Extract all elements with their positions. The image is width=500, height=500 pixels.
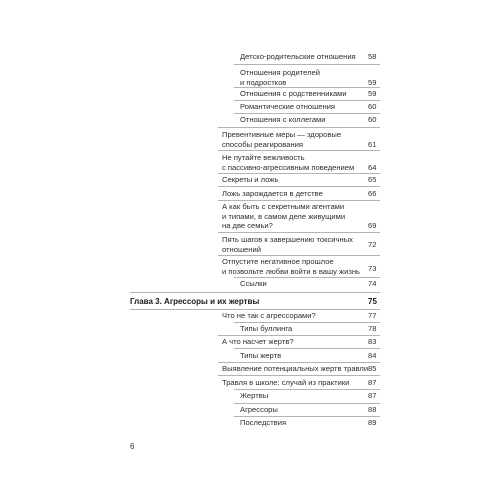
toc-entry-title: Романтические отношения	[240, 102, 335, 111]
toc-entry-title: Жертвы	[240, 391, 269, 400]
toc-entry-title: А что насчет жертв?	[222, 337, 294, 346]
toc-divider	[218, 186, 380, 187]
toc-entry	[222, 337, 380, 347]
toc-entry-page: 73	[368, 264, 377, 273]
toc-entry-page: 87	[368, 391, 377, 400]
toc-divider	[218, 173, 380, 174]
toc-entry	[240, 102, 380, 112]
toc-entry-page: 87	[368, 378, 377, 387]
toc-entry	[240, 351, 380, 361]
toc-entry	[222, 364, 380, 374]
toc-divider	[218, 375, 380, 376]
toc-entry	[222, 235, 380, 254]
toc-entry-page: 69	[368, 221, 377, 231]
toc-entry-title: Типы буллинга	[240, 324, 293, 333]
toc-divider	[234, 87, 380, 88]
toc-entry	[222, 257, 380, 276]
toc-entry-page: 59	[368, 89, 377, 98]
chapter-page: 75	[368, 297, 377, 306]
toc-entry-page: 60	[368, 115, 377, 124]
toc-entry	[222, 311, 380, 321]
toc-entry-title: Типы жертв	[240, 351, 282, 360]
toc-divider	[234, 113, 380, 114]
toc-entry-page: 78	[368, 324, 377, 333]
toc-divider	[234, 389, 380, 390]
toc-divider	[218, 255, 380, 256]
chapter-title: Глава 3. Агрессоры и их жертвы	[130, 297, 260, 306]
toc-entry	[222, 153, 380, 172]
toc-entry-title: Пять шагов к завершению токсичных отношений	[222, 235, 353, 254]
toc-divider	[218, 362, 380, 363]
toc-entry	[240, 391, 380, 401]
toc-divider	[218, 127, 380, 128]
toc-entry-page: 66	[368, 189, 377, 198]
toc-entry-page: 72	[368, 240, 377, 249]
toc-entry-page: 88	[368, 405, 377, 414]
toc-divider	[234, 322, 380, 323]
toc-entry	[240, 324, 380, 334]
toc-entry-title: Ложь зарождается в детстве	[222, 189, 323, 198]
toc-entry	[240, 52, 380, 62]
toc-entry-page: 74	[368, 279, 377, 288]
toc-entry-title: Превентивные меры — здоровые способы реагирования	[222, 130, 342, 149]
toc-entry-page: 61	[368, 139, 377, 149]
toc-divider	[234, 416, 380, 417]
toc-entry-page: 84	[368, 351, 377, 360]
toc-entry-title: Последствия	[240, 418, 287, 427]
chapter-entry	[130, 297, 380, 307]
toc-entry-title: Что не так с агрессорами?	[222, 311, 316, 320]
toc-entry-title: Отношения родителей и подростков	[240, 68, 320, 87]
toc-entry-title: Агрессоры	[240, 405, 278, 414]
toc-entry	[222, 202, 380, 231]
toc-entry-page: 77	[368, 311, 377, 320]
toc-divider	[234, 403, 380, 404]
toc-divider	[218, 150, 380, 151]
toc-divider	[234, 348, 380, 349]
toc-entry	[240, 68, 380, 87]
toc-entry	[222, 130, 380, 149]
chapter-divider-top	[130, 292, 380, 293]
toc-entry-title: Отпустите негативное прошлое и позвольте любви войти в вашу жизнь	[222, 257, 360, 276]
chapter-divider-bottom	[130, 309, 380, 310]
toc-entry-title: Отношения с коллегами	[240, 115, 326, 124]
toc-entry-page: 89	[368, 418, 377, 427]
toc-entry-title: А как быть с секретными агентами и типами, в самом деле живущими на две семьи?	[222, 202, 346, 231]
toc-entry-page: 65	[368, 175, 377, 184]
toc-entry	[240, 279, 380, 289]
toc-entry-page: 59	[368, 77, 377, 87]
toc-entry	[222, 189, 380, 199]
toc-entry-page: 58	[368, 52, 377, 61]
toc-divider	[218, 200, 380, 201]
toc-entry-page: 85	[368, 364, 377, 373]
toc-entry-title: Секреты и ложь	[222, 175, 279, 184]
toc-entry	[222, 378, 380, 388]
toc-entry	[222, 175, 380, 185]
toc-divider	[234, 277, 380, 278]
toc-entry	[240, 405, 380, 415]
toc-entry-title: Детско-родительские отношения	[240, 52, 356, 61]
toc-entry-title: Отношения с родственниками	[240, 89, 347, 98]
toc-entry-page: 60	[368, 102, 377, 111]
page-number: 6	[130, 442, 135, 451]
toc-entry-title: Травля в школе: случай из практики	[222, 378, 350, 387]
toc-divider	[218, 335, 380, 336]
toc-entry	[240, 115, 380, 125]
toc-entry-title: Ссылки	[240, 279, 267, 288]
toc-divider	[234, 100, 380, 101]
toc-divider	[218, 232, 380, 233]
toc-entry-page: 83	[368, 337, 377, 346]
toc-entry-page: 64	[368, 162, 377, 172]
toc-entry-title: Не путайте вежливость с пассивно-агрессивным поведением	[222, 153, 355, 172]
toc-entry-title: Выявление потенциальных жертв травли	[222, 364, 369, 373]
toc-divider	[234, 64, 380, 65]
toc-entry	[240, 418, 380, 428]
toc-entry	[240, 89, 380, 99]
